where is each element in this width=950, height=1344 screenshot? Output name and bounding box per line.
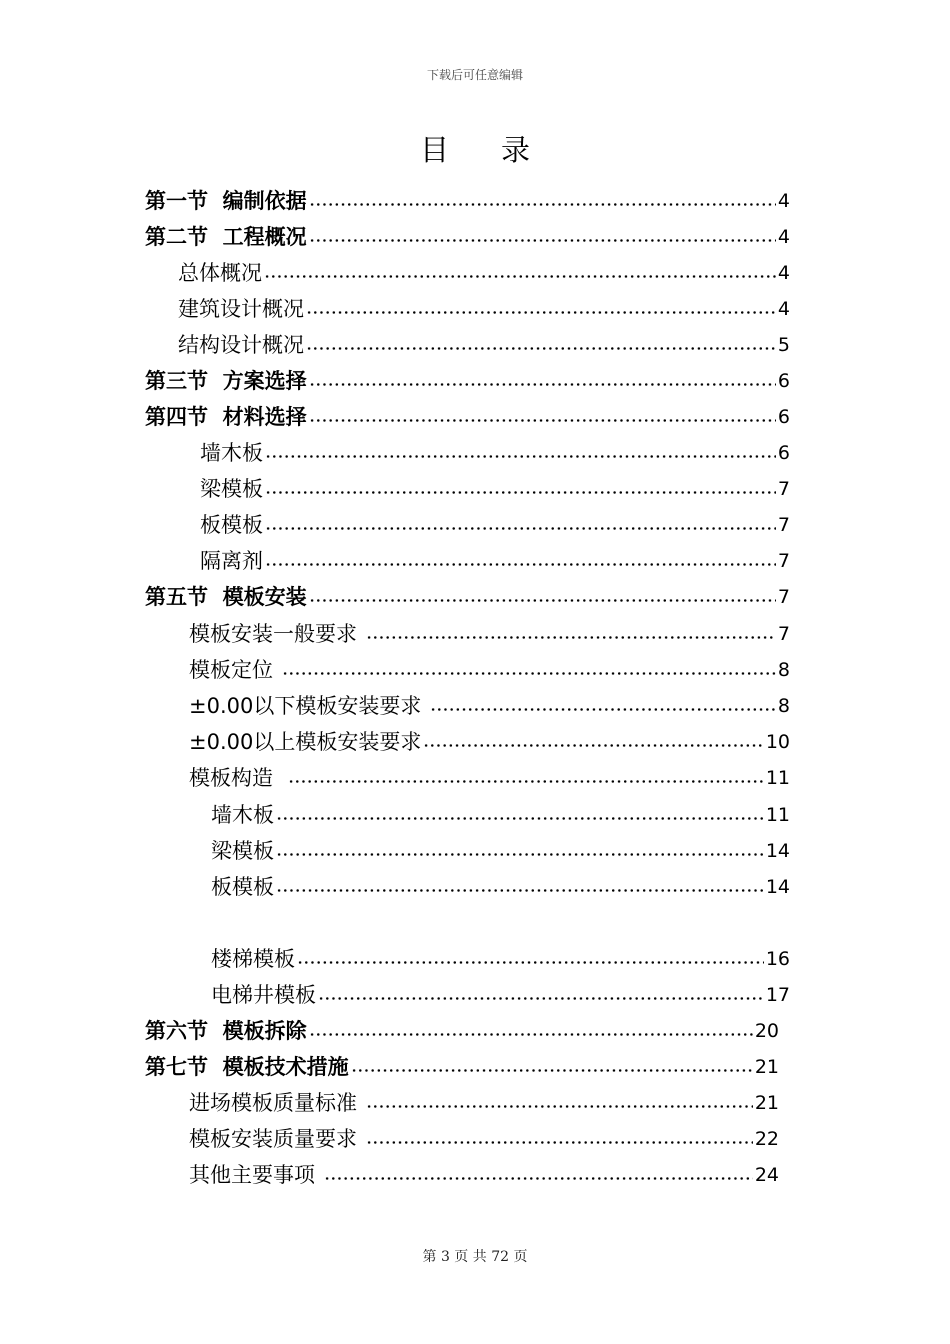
toc-entry-page: 21	[754, 1056, 779, 1078]
toc-entry[interactable]	[211, 801, 790, 829]
toc-entry-page: 4	[777, 298, 790, 320]
toc-entry-page: 8	[777, 695, 790, 717]
toc-dot-leader	[366, 1105, 753, 1108]
toc-entry-label: 墙木板	[200, 441, 263, 465]
toc-dot-leader	[309, 239, 776, 242]
toc-entry-label: 第二节 工程概况	[145, 225, 307, 249]
toc-entry-page: 4	[777, 190, 790, 212]
toc-dot-leader	[309, 599, 776, 602]
toc-dot-leader	[265, 491, 776, 494]
toc-dot-leader	[276, 889, 764, 892]
toc-entry[interactable]	[189, 1161, 779, 1189]
toc-entry-label: ±0.00以上模板安装要求	[189, 730, 422, 754]
toc-dot-leader	[265, 563, 776, 566]
toc-dot-leader	[282, 672, 776, 675]
toc-entry-label: 进场模板质量标准	[189, 1091, 364, 1115]
toc-dot-leader	[430, 708, 776, 711]
toc-entry-page: 14	[765, 876, 790, 898]
toc-dot-leader	[264, 275, 776, 278]
page-header: 下载后可任意编辑	[426, 68, 523, 82]
toc-dot-leader	[276, 817, 764, 820]
toc-entry-label: 墙木板	[211, 803, 274, 827]
toc-entry-page: 21	[754, 1092, 779, 1114]
toc-entry-page: 17	[765, 984, 790, 1006]
toc-entry[interactable]	[145, 1053, 779, 1081]
toc-entry-page: 10	[765, 731, 790, 753]
toc-entry-page: 5	[777, 334, 790, 356]
toc-entry-page: 6	[777, 442, 790, 464]
toc-dot-leader	[265, 455, 776, 458]
toc-entry-label: 梁模板	[200, 477, 263, 501]
toc-entry[interactable]	[189, 620, 790, 648]
toc-entry-label: 第七节 模板技术措施	[145, 1055, 349, 1079]
toc-dot-leader	[318, 997, 764, 1000]
toc-entry-label: 结构设计概况	[178, 333, 304, 357]
toc-entry[interactable]	[145, 403, 790, 431]
toc-entry-label: 总体概况	[178, 261, 262, 285]
toc-entry[interactable]	[189, 656, 790, 684]
toc-dot-leader	[288, 780, 763, 783]
toc-entry-page: 7	[777, 550, 790, 572]
toc-entry-label: 第六节 模板拆除	[145, 1019, 307, 1043]
toc-entry-page: 7	[777, 514, 790, 536]
toc-entry-label: 模板安装一般要求	[189, 622, 364, 646]
toc-entry[interactable]	[189, 1089, 779, 1117]
toc-entry[interactable]	[178, 295, 790, 323]
toc-entry[interactable]	[145, 187, 790, 215]
toc-entry-label: 第一节 编制依据	[145, 189, 307, 213]
toc-entry-label: ±0.00以下模板安装要求	[189, 694, 429, 718]
toc-entry[interactable]	[178, 259, 790, 287]
toc-dot-leader	[297, 961, 764, 964]
toc-entry-label: 第三节 方案选择	[145, 369, 307, 393]
toc-entry-label: 模板定位	[189, 658, 280, 682]
toc-dot-leader	[306, 311, 776, 314]
toc-dot-leader	[309, 419, 776, 422]
toc-entry[interactable]	[178, 331, 790, 359]
toc-entry[interactable]	[189, 692, 790, 720]
toc-entry-label: 板模板	[200, 513, 263, 537]
toc-entry[interactable]	[189, 728, 790, 756]
toc-dot-leader	[265, 527, 776, 530]
toc-entry-page: 6	[777, 406, 790, 428]
toc-entry[interactable]	[145, 223, 790, 251]
toc-entry-label: 楼梯模板	[211, 947, 295, 971]
toc-entry-page: 20	[754, 1020, 779, 1042]
toc-entry-label: 模板安装质量要求	[189, 1127, 364, 1151]
toc-entry-label: 其他主要事项	[189, 1163, 322, 1187]
toc-entry[interactable]	[145, 367, 790, 395]
toc-dot-leader	[351, 1069, 753, 1072]
toc-dot-leader	[309, 383, 776, 386]
toc-dot-leader	[423, 744, 763, 747]
page-title: 目录	[419, 133, 582, 167]
toc-dot-leader	[276, 853, 764, 856]
toc-entry-label: 隔离剂	[200, 549, 263, 573]
toc-entry-page: 11	[765, 804, 790, 826]
toc-dot-leader	[309, 1033, 753, 1036]
toc-entry-label: 第五节 模板安装	[145, 585, 307, 609]
toc-dot-leader	[306, 347, 776, 350]
toc-entry-label: 电梯井模板	[211, 983, 316, 1007]
toc-entry-label: 模板构造	[189, 766, 287, 790]
toc-entry[interactable]	[211, 945, 790, 973]
toc-dot-leader	[309, 203, 776, 206]
toc-entry[interactable]	[200, 439, 790, 467]
toc-entry[interactable]	[189, 1125, 779, 1153]
toc-entry[interactable]	[200, 547, 790, 575]
toc-entry-page: 11	[765, 767, 790, 789]
toc-dot-leader	[366, 636, 776, 639]
toc-entry[interactable]	[211, 837, 790, 865]
toc-entry-page: 24	[754, 1164, 779, 1186]
toc-entry-label: 第四节 材料选择	[145, 405, 307, 429]
toc-dot-leader	[366, 1141, 753, 1144]
page-footer: 第 3 页 共 72 页	[422, 1249, 528, 1265]
toc-entry-label: 建筑设计概况	[178, 297, 304, 321]
toc-entry-page: 14	[765, 840, 790, 862]
toc-entry-label: 梁模板	[211, 839, 274, 863]
toc-dot-leader	[324, 1177, 753, 1180]
toc-entry[interactable]	[200, 511, 790, 539]
toc-entry-label: 板模板	[211, 875, 274, 899]
toc-entry-page: 22	[754, 1128, 779, 1150]
toc-entry[interactable]	[200, 475, 790, 503]
toc-entry-page: 6	[777, 370, 790, 392]
toc-entry-page: 8	[777, 659, 790, 681]
toc-entry[interactable]	[211, 981, 790, 1009]
toc-entry-page: 16	[765, 948, 790, 970]
toc-entry-page: 4	[777, 226, 790, 248]
toc-entry[interactable]	[189, 764, 790, 792]
toc-entry[interactable]	[211, 873, 790, 901]
toc-entry[interactable]	[145, 1017, 779, 1045]
toc-entry-page: 7	[777, 586, 790, 608]
toc-entry-page: 7	[777, 478, 790, 500]
toc-entry[interactable]	[145, 583, 790, 611]
toc-entry-page: 4	[777, 262, 790, 284]
toc-entry-page: 7	[777, 623, 790, 645]
